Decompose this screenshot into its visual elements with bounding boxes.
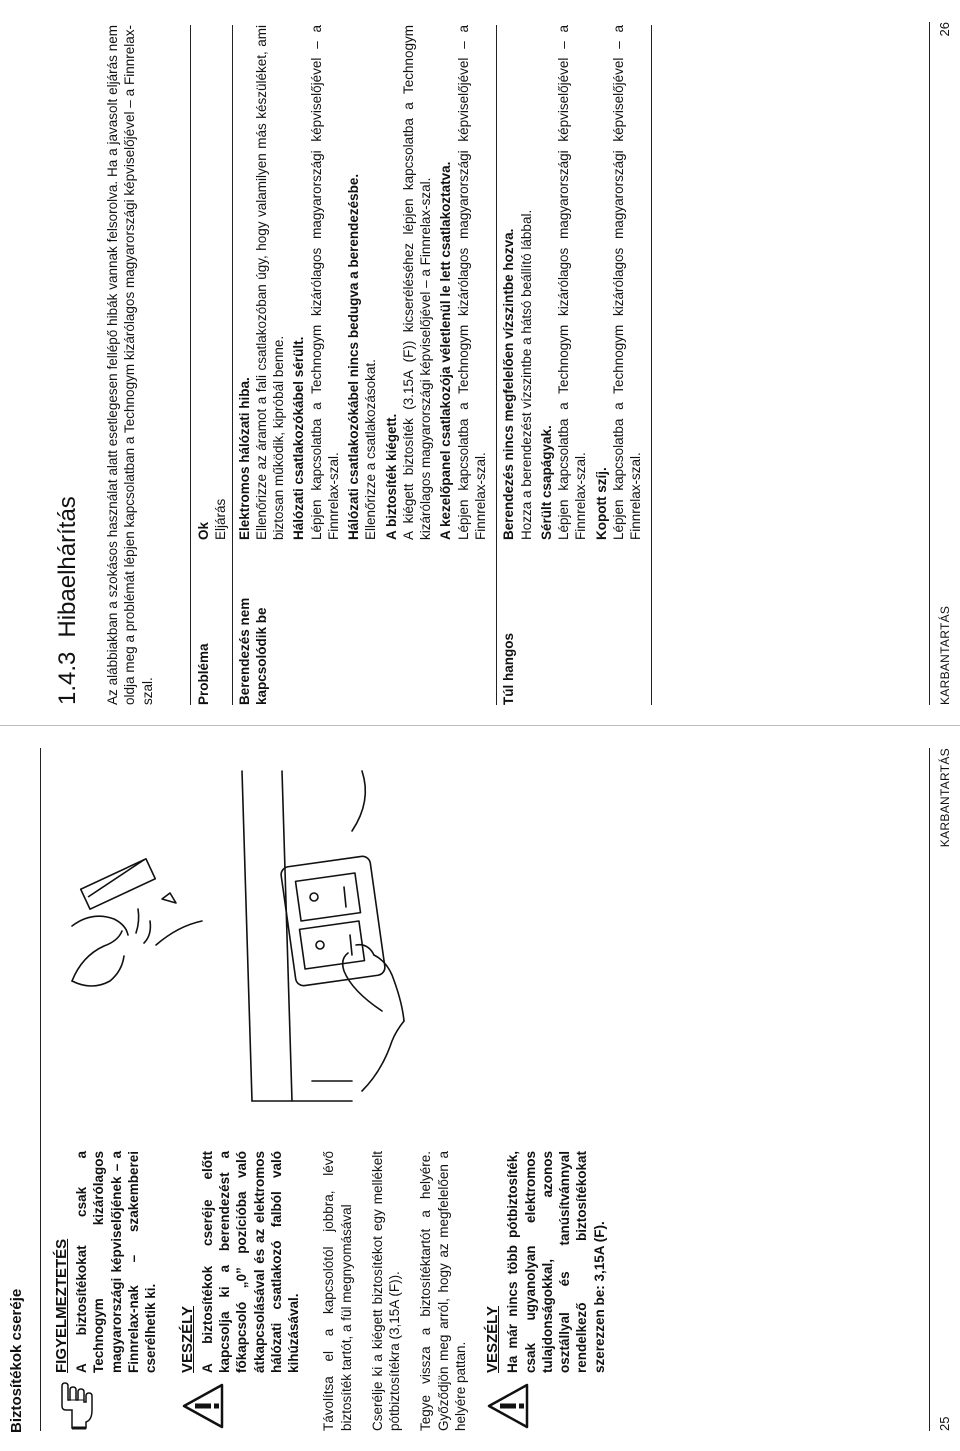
cause-text: A biztosíték kiégett. [383,413,399,540]
spare-fuse-danger-title: VESZÉLY [484,1306,502,1373]
problem-cell: Túl hangos [501,633,517,705]
spare-fuse-danger-notice [483,1151,608,1431]
warning-triangle-icon [178,1381,303,1431]
procedure-text: Hozza a berendezést vízszintbe a hátsó beállító lábbal. [518,209,534,540]
footer-label: KARBANTARTÁS [938,605,952,705]
cause-entry [236,25,288,540]
page-gutter [0,725,960,726]
header-problem: Probléma [196,643,211,705]
warning-triangle-icon [483,1381,608,1431]
intro-paragraph: Az alábbiakban a szokásos használat alatt esetlegesen fellépő hibák vannak felsorolva. Ha a javasolt eljárás nem oldja meg a problémát lépjen kapcsolatban a Technogym kizárólagos magyarországi képviselőjével – a Finnrelax-szal. [105,25,155,705]
danger-text: A biztosítékok cseréje előtt kapcsolja ki a berendezést a főkapcsoló „0” pozícióba való átkapcsolásával és az elektromos hálózati csatlakozó falból való kihúzásával. [199,1151,302,1373]
table-row [497,25,652,705]
cause-text: Sérült csapágyak. [538,425,554,540]
procedure-text: A kiégett biztosíték (3.15A (F)) kicseréléséhez lépjen kapcsolatba a Technogym kizárólagos magyarországi képviselőjével – a Finnrelax-szal. [400,25,434,540]
cause-text: A kezelőpanel csatlakozója véletlenül le lett csatlakoztatva. [438,161,454,540]
caution-title: FIGYELMEZTETÉS [53,1238,70,1373]
left-page [0,726,960,1451]
cause-text: Hálózati csatlakozókábel nincs bedugva a berendezésbe. [346,173,362,540]
section-number: 1.4.3 [54,651,81,705]
section-heading [54,496,82,705]
cause-text: Berendezés nincs megfelelően vízszintbe hozva. [501,228,517,540]
problem-cell: Berendezés nem kapcsolódik be [236,597,269,705]
fuse-holder-replacement-illustration [52,741,412,1131]
spare-fuse-danger-text: Ha már nincs több pótbiztosíték, csak ugyanolyan elektromos tulajdonságokkal, azonos osztállyal és tanúsítvánnyal rendelkező biztosítékokat szerezzen be: 3,15A (F). [505,1151,607,1373]
caution-text: A biztosítékokat csak a Technogym kizárólagos magyarországi képviselőjének – a Finnrelax-nak – szakemberei cserélhetik ki. [74,1151,159,1373]
cause-entry [538,25,590,540]
page-number: 25 [937,1416,952,1431]
procedure-text: Lépjen kapcsolatba a Technogym kizárólagos magyarországi képviselőjével – a Finnrelax-szal. [556,25,589,540]
cause-entry [593,25,645,540]
footer-label: KARBANTARTÁS [938,748,952,848]
running-head: Biztosítékok cseréje [8,1288,25,1433]
cause-entry [383,25,435,540]
page-number: 26 [937,22,952,37]
danger-notice [178,1151,303,1431]
step-remove-holder: Távolítsa el a kapcsolótól jobbra, lévő biztosíték tartót, a fül megnyomásával [321,1151,354,1431]
procedure-text: Lépjen kapcsolatba a Technogym kizárólagos magyarországi képviselőjével – a Finnrelax-szal. [455,25,488,540]
section-title: Hibaelhárítás [54,496,81,638]
cause-text: Hálózati csatlakozókábel sérült. [291,336,307,540]
cause-entry [290,25,342,540]
procedure-text: Lépjen kapcsolatba a Technogym kizárólagos magyarországi képviselőjével – a Finnrelax-szal. [308,25,341,540]
cause-text: Elektromos hálózati hiba. [236,377,252,540]
procedure-text: Ellenőrizze az áramot a fali csatlakozóban úgy, hogy valamilyen más készüléket, ami biztosan működik, kipróbál benne. [253,25,287,540]
right-page [0,0,960,725]
cause-entry [345,25,380,540]
procedure-text: Lépjen kapcsolatba a Technogym kizárólagos magyarországi képviselőjével – a Finnrelax-szal. [610,25,644,540]
procedure-text: Ellenőrizze a csatlakozásokat. [363,359,379,540]
header-rule [40,748,41,1431]
footer-rule [929,22,930,705]
caution-notice [52,1151,160,1431]
cause-entry [500,25,535,540]
header-procedure: Eljárás [213,498,229,540]
fuse-instructions-column [52,1151,626,1431]
cause-text: Kopott szíj. [593,467,609,540]
step-refit-holder: Tegye vissza a biztosítéktartót a helyére. Győződjön meg arról, hogy az megfelelően a helyére pattan. [418,1151,468,1431]
table-row [233,25,498,705]
header-cause: Ok [196,521,211,540]
danger-title: VESZÉLY [178,1306,196,1373]
footer-rule [929,748,930,1431]
cause-entry [437,25,489,540]
pointing-hand-icon [52,1381,160,1431]
troubleshooting-table [190,25,652,705]
step-replace-fuse: Cserélje ki a kiégett biztosítékot egy mellékelt pótbiztosítékra (3,15A (F)). [369,1151,403,1431]
table-header [190,25,233,705]
